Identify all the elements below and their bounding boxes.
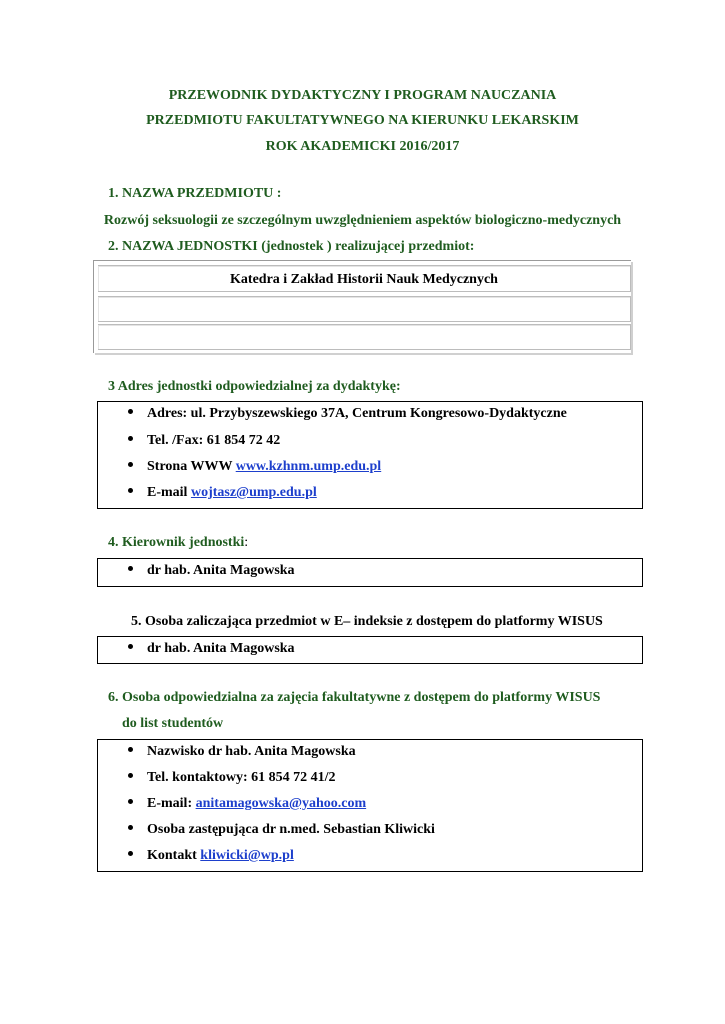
list-item xyxy=(128,641,295,657)
title-line-2: PRZEDMIOTU FAKULTATYWNEGO NA KIERUNKU LEKARSKIM xyxy=(146,113,579,128)
deputy-contact-label: Kontakt xyxy=(147,848,201,863)
bullet-icon xyxy=(128,462,133,467)
bullet-icon xyxy=(128,799,133,804)
website-link[interactable]: www.kzhnm.ump.edu.pl xyxy=(235,459,382,474)
unit-name-empty xyxy=(98,325,630,331)
list-item xyxy=(128,406,567,422)
deputy-email-link[interactable]: kliwicki@wp.pl xyxy=(200,848,294,863)
address-text: Adres: ul. Przybyszewskiego 37A, Centrum Kongresowo-Dydaktyczne xyxy=(147,406,567,421)
email-label: E-mail xyxy=(147,485,191,500)
section3-heading: 3 Adres jednostki odpowiedzialnej za dydaktykę: xyxy=(108,379,401,394)
bullet-icon xyxy=(128,566,133,571)
bullet-icon xyxy=(128,747,133,752)
section1-heading: 1. NAZWA PRZEDMIOTU : xyxy=(108,186,282,201)
phone-text: Tel. /Fax: 61 854 72 42 xyxy=(147,433,281,448)
head-of-unit-box xyxy=(97,558,643,587)
section4-heading-suffix: : xyxy=(244,535,249,550)
www-label: Strona WWW xyxy=(147,459,236,474)
bullet-icon xyxy=(128,773,133,778)
list-item xyxy=(128,485,317,501)
list-item xyxy=(128,459,381,475)
coordinator-email-label: E-mail: xyxy=(147,796,196,811)
list-item xyxy=(128,563,295,579)
list-item xyxy=(128,796,366,812)
section6-heading-line1: 6. Osoba odpowiedzialna za zajęcia fakultatywne z dostępem do platformy WISUS xyxy=(108,690,601,705)
section2-heading: 2. NAZWA JEDNOSTKI (jednostek ) realizującej przedmiot: xyxy=(108,239,475,254)
section6-heading-line2: do list studentów xyxy=(122,716,224,731)
section5-heading: 5. Osoba zaliczająca przedmiot w E– indeksie z dostępem do platformy WISUS xyxy=(131,614,603,629)
head-of-unit-name: dr hab. Anita Magowska xyxy=(147,563,295,578)
unit-table xyxy=(93,260,631,353)
address-box xyxy=(97,401,643,509)
section4-heading xyxy=(108,535,248,551)
list-item xyxy=(128,848,294,864)
list-item xyxy=(128,744,356,760)
coordinator-name: Nazwisko dr hab. Anita Magowska xyxy=(147,744,356,759)
email-link[interactable]: wojtasz@ump.edu.pl xyxy=(190,485,317,500)
bullet-icon xyxy=(128,851,133,856)
section4-heading-text: 4. Kierownik jednostki xyxy=(108,535,245,550)
bullet-icon xyxy=(128,644,133,649)
coordinator-email-link[interactable]: anitamagowska@yahoo.com xyxy=(195,796,367,811)
list-item xyxy=(128,822,435,838)
unit-name-empty xyxy=(98,297,630,303)
grader-name: dr hab. Anita Magowska xyxy=(147,641,295,656)
bullet-icon xyxy=(128,488,133,493)
bullet-icon xyxy=(128,409,133,414)
coordinator-box xyxy=(97,739,643,872)
unit-table-row xyxy=(98,324,631,350)
coordinator-phone: Tel. kontaktowy: 61 854 72 41/2 xyxy=(147,770,336,785)
unit-name: Katedra i Zakład Historii Nauk Medycznych xyxy=(230,272,498,287)
title-line-1: PRZEWODNIK DYDAKTYCZNY I PROGRAM NAUCZANIA xyxy=(168,88,557,103)
bullet-icon xyxy=(128,825,133,830)
unit-table-row xyxy=(98,296,631,322)
grader-box xyxy=(97,636,643,664)
unit-table-row xyxy=(98,265,631,292)
list-item xyxy=(128,433,280,449)
subject-name: Rozwój seksuologii ze szczególnym uwzględnieniem aspektów biologiczno-medycznych xyxy=(103,213,622,228)
list-item xyxy=(128,770,336,786)
deputy-text: Osoba zastępująca dr n.med. Sebastian Kliwicki xyxy=(147,822,435,837)
bullet-icon xyxy=(128,436,133,441)
title-line-3: ROK AKADEMICKI 2016/2017 xyxy=(265,139,460,154)
